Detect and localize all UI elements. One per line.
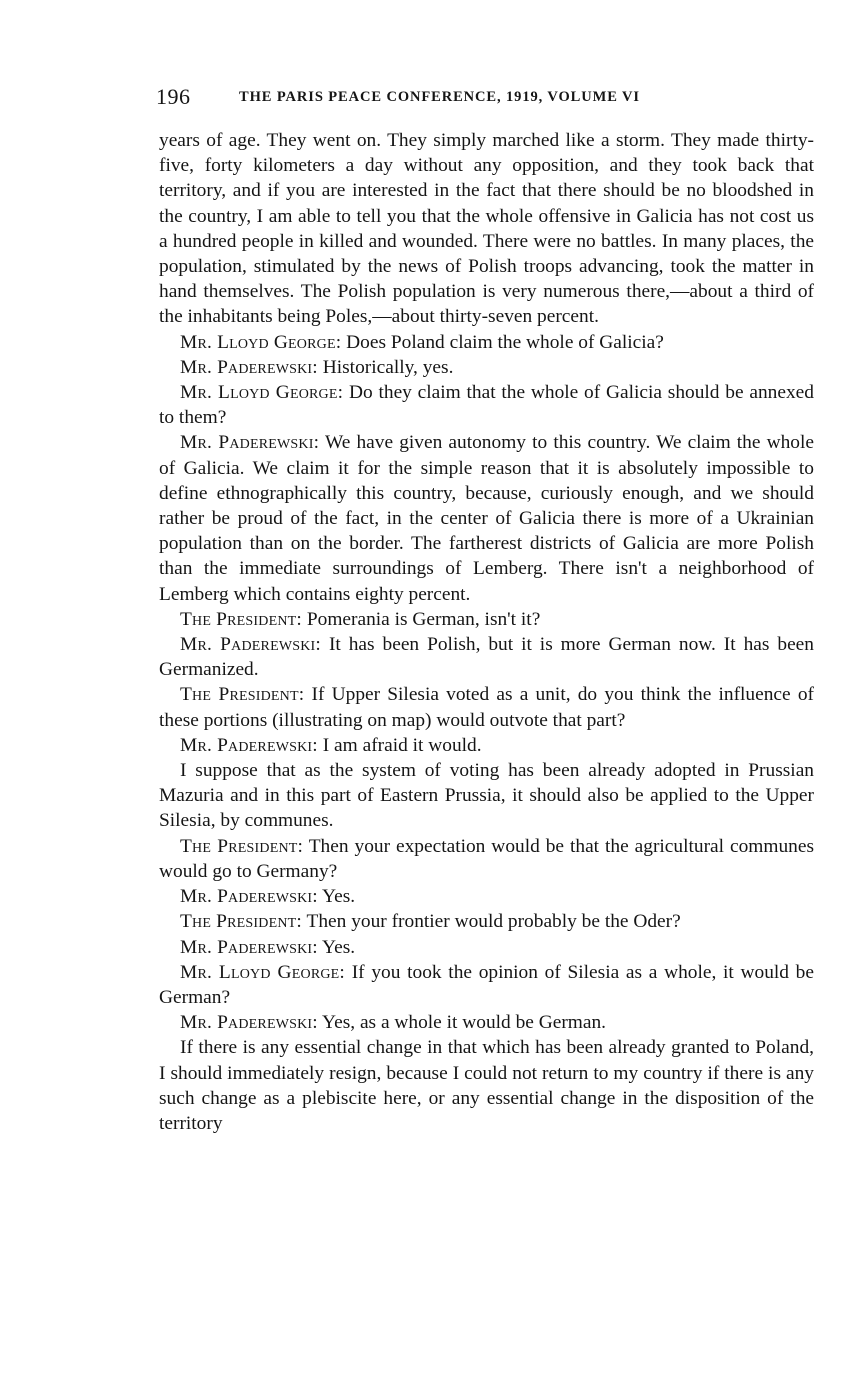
dialogue-paragraph bbox=[159, 607, 814, 632]
speaker-name: Mr. Paderewski: bbox=[180, 634, 321, 656]
paragraph-text: It has been Polish, but it is more German now. It has been Germanized. bbox=[159, 634, 814, 681]
plain-paragraph bbox=[159, 758, 814, 834]
speaker-name: Mr. Lloyd George: bbox=[180, 331, 342, 353]
dialogue-paragraph bbox=[159, 1010, 814, 1035]
paragraph-text: If you took the opinion of Silesia as a whole, it would be German? bbox=[159, 961, 814, 1008]
dialogue-paragraph bbox=[159, 682, 814, 732]
paragraph-text: If Upper Silesia voted as a unit, do you think the influence of these portions (illustrating on map) would outvote that part? bbox=[159, 684, 814, 731]
paragraph-text: Yes. bbox=[322, 886, 356, 908]
dialogue-paragraph bbox=[159, 960, 814, 1010]
paragraph-text: Then your frontier would probably be the Oder? bbox=[306, 911, 681, 933]
page-body bbox=[159, 128, 814, 1136]
speaker-name: Mr. Lloyd George: bbox=[180, 382, 344, 404]
speaker-name: The President: bbox=[180, 911, 302, 933]
paragraph-text: Then your expectation would be that the agricultural communes would go to Germany? bbox=[159, 835, 814, 882]
page-number: 196 bbox=[156, 84, 191, 109]
dialogue-paragraph bbox=[159, 355, 814, 380]
running-head: THE PARIS PEACE CONFERENCE, 1919, VOLUME VI bbox=[239, 89, 640, 105]
speaker-name: The President: bbox=[180, 608, 302, 630]
paragraph-text: I suppose that as the system of voting has been already adopted in Prussian Mazuria and in this part of Eastern Prussia, it should also be applied to the Upper Silesia, by communes. bbox=[159, 760, 814, 832]
speaker-name: The President: bbox=[180, 835, 304, 857]
speaker-name: Mr. Paderewski: bbox=[180, 886, 318, 908]
dialogue-paragraph bbox=[159, 632, 814, 682]
speaker-name: Mr. Paderewski: bbox=[180, 734, 318, 756]
paragraph-text: If there is any essential change in that which has been already granted to Poland, I should immediately resign, because I could not return to my country if there is any such change as a plebiscite here, or any essential change in the disposition of the territory bbox=[159, 1037, 814, 1134]
dialogue-paragraph bbox=[159, 380, 814, 430]
paragraph-continuation bbox=[159, 128, 814, 330]
speaker-name: Mr. Paderewski: bbox=[180, 432, 320, 454]
paragraph-text: Pomerania is German, isn't it? bbox=[306, 608, 541, 630]
dialogue-paragraph bbox=[159, 733, 814, 758]
speaker-name: Mr. Paderewski: bbox=[180, 1012, 318, 1034]
dialogue-paragraph bbox=[159, 430, 814, 606]
paragraph-text: Do they claim that the whole of Galicia should be annexed to them? bbox=[159, 382, 814, 429]
dialogue-paragraph bbox=[159, 330, 814, 355]
document-page bbox=[156, 84, 814, 1136]
dialogue-paragraph bbox=[159, 884, 814, 909]
paragraph-text: I am afraid it would. bbox=[322, 734, 482, 756]
speaker-name: Mr. Paderewski: bbox=[180, 936, 318, 958]
speaker-name: Mr. Lloyd George: bbox=[180, 961, 346, 983]
dialogue-paragraph bbox=[159, 935, 814, 960]
speaker-name: The President: bbox=[180, 684, 305, 706]
dialogue-paragraph bbox=[159, 834, 814, 884]
paragraph-text: Yes, as a whole it would be German. bbox=[322, 1012, 607, 1034]
plain-paragraph bbox=[159, 1035, 814, 1136]
paragraph-text: Does Poland claim the whole of Galicia? bbox=[346, 331, 664, 353]
paragraph-text: We have given autonomy to this country. We claim the whole of Galicia. We claim it for the simple reason that it is absolutely impossible to define ethnographically this country, because, curiously enough, and we should rather be proud of the fact, in the center of Galicia there is more of a Ukrainian population than on the border. The fartherest districts of Galicia are more Polish than the immediate surroundings of Lemberg. There isn't a neighborhood of Lemberg which contains eighty percent. bbox=[159, 432, 814, 605]
paragraph-text: Historically, yes. bbox=[322, 356, 454, 378]
page-header bbox=[156, 84, 814, 114]
paragraph-text: years of age. They went on. They simply marched like a storm. They made thirty-five, forty kilometers a day without any opposition, and they took back that territory, and if you are interested in the fact that there should be no bloodshed in the country, I am able to tell you that the whole offensive in Galicia has not cost us a hundred people in killed and wounded. There were no battles. In many places, the population, stimulated by the news of Polish troops advancing, took the matter in hand themselves. The Polish population is very numerous there,—about a third of the inhabitants being Poles,—about thirty-seven percent. bbox=[159, 130, 814, 328]
dialogue-paragraph bbox=[159, 909, 814, 934]
speaker-name: Mr. Paderewski: bbox=[180, 356, 318, 378]
paragraph-text: Yes. bbox=[322, 936, 356, 958]
